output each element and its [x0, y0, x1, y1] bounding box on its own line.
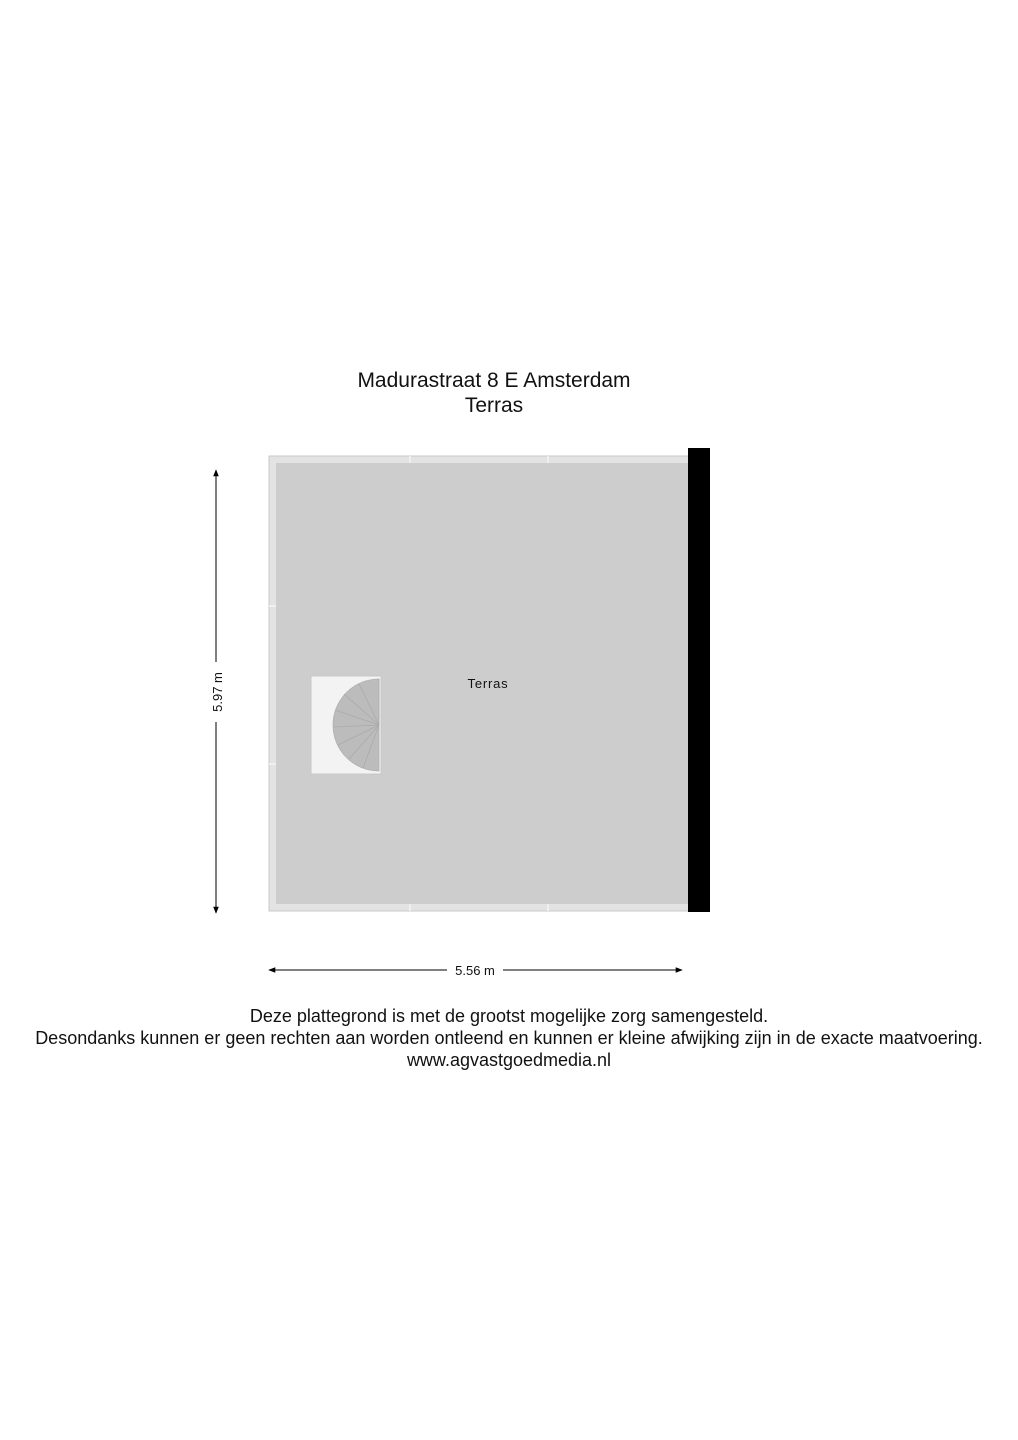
floor-subtitle: Terras — [464, 394, 524, 417]
wall-right — [688, 448, 710, 912]
width-dimension — [269, 963, 682, 978]
disclaimer-line-1: Deze plattegrond is met de grootst mogelijke zorg samengesteld. — [249, 1006, 769, 1026]
width-label: 5.56 m — [455, 963, 495, 978]
website-link[interactable]: www.agvastgoedmedia.nl — [406, 1050, 612, 1070]
height-label: 5.97 m — [210, 672, 225, 712]
room-label: Terras — [467, 676, 509, 691]
disclaimer-line-2: Desondanks kunnen er geen rechten aan worden ontleend en kunnen er kleine afwijking zijn in de exacte maatvoering. — [35, 1028, 983, 1048]
height-dimension — [210, 470, 225, 913]
address-title: Madurastraat 8 E Amsterdam — [357, 369, 631, 392]
spiral-staircase — [311, 676, 381, 774]
disclaimer — [0, 1005, 1018, 1071]
